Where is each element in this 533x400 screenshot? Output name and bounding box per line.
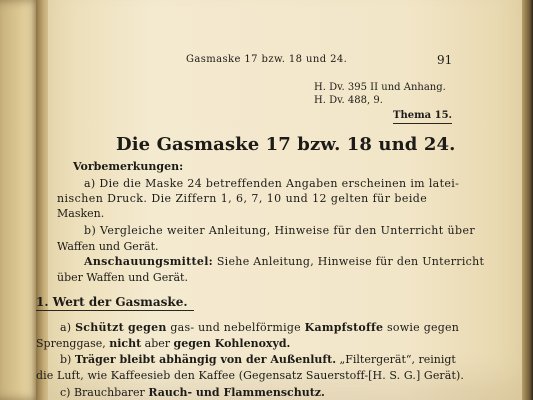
item-a-line2-mid: aber xyxy=(141,337,174,350)
page-title: Die Gasmaske 17 bzw. 18 und 24. xyxy=(116,134,456,155)
anschauungsmittel-line-1 xyxy=(84,255,484,268)
anschauungsmittel-label: Anschauungsmittel: xyxy=(84,255,214,268)
item-a-prefix: a) xyxy=(60,321,76,334)
item-b-text: „Filtergerät“, reinigt xyxy=(336,353,456,366)
item-a-text: gas- und nebelförmige xyxy=(166,321,305,334)
bold-traeger: Träger bleibt abhängig von der Außenluft. xyxy=(74,353,337,366)
page-number: 91 xyxy=(437,53,453,67)
section-1-b-line-2: die Luft, wie Kaffeesieb den Kaffee (Gegensatz Sauerstoff-[H. S. G.] Gerät). xyxy=(36,369,464,382)
item-a-line2-start: Sprenggase, xyxy=(36,337,110,350)
bold-kampfstoffe: Kampfstoffe xyxy=(304,321,384,334)
section-1-heading: 1. Wert der Gasmaske. xyxy=(36,295,194,311)
vorbemerkung-b-line-2: Waffen und Gerät. xyxy=(57,240,159,253)
section-1-b-line-1 xyxy=(60,353,456,366)
bold-kohlenoxyd: gegen Kohlenoxyd. xyxy=(173,337,291,350)
vorbemerkung-b-line-1: b) Vergleiche weiter Anleitung, Hinweise für den Unterricht über xyxy=(84,224,476,237)
reference-line-2: H. Dv. 488, 9. xyxy=(314,95,383,106)
bold-schuetzt-gegen: Schützt gegen xyxy=(75,321,167,334)
vorbemerkung-a-line-2: nischen Druck. Die Ziffern 1, 6, 7, 10 und 12 gelten für beide xyxy=(57,192,428,205)
thema-label: Thema 15. xyxy=(393,110,452,124)
vorbemerkung-a-line-3: Masken. xyxy=(57,207,105,220)
section-1-c-line-1 xyxy=(60,386,325,399)
anschauungsmittel-text: Siehe Anleitung, Hinweise für den Unterricht xyxy=(213,255,485,268)
bold-rauch-flammenschutz: Rauch- und Flammenschutz. xyxy=(148,386,325,399)
running-title: Gasmaske 17 bzw. 18 und 24. xyxy=(186,54,348,65)
item-b-prefix: b) xyxy=(60,353,75,366)
section-1-a-line-1 xyxy=(60,321,459,334)
vorbemerkungen-label: Vorbemerkungen: xyxy=(73,160,184,173)
page-edge-shadow xyxy=(522,0,533,400)
anschauungsmittel-line-2: über Waffen und Gerät. xyxy=(57,271,188,284)
item-c-prefix: c) Brauchbarer xyxy=(60,386,149,399)
item-a-text-end: sowie gegen xyxy=(383,321,460,334)
section-1-a-line-2 xyxy=(36,337,290,350)
reference-line-1: H. Dv. 395 II und Anhang. xyxy=(314,82,446,93)
vorbemerkung-a-line-1: a) Die die Maske 24 betreffenden Angaben erscheinen im latei- xyxy=(84,177,460,190)
bold-nicht: nicht xyxy=(109,337,142,350)
